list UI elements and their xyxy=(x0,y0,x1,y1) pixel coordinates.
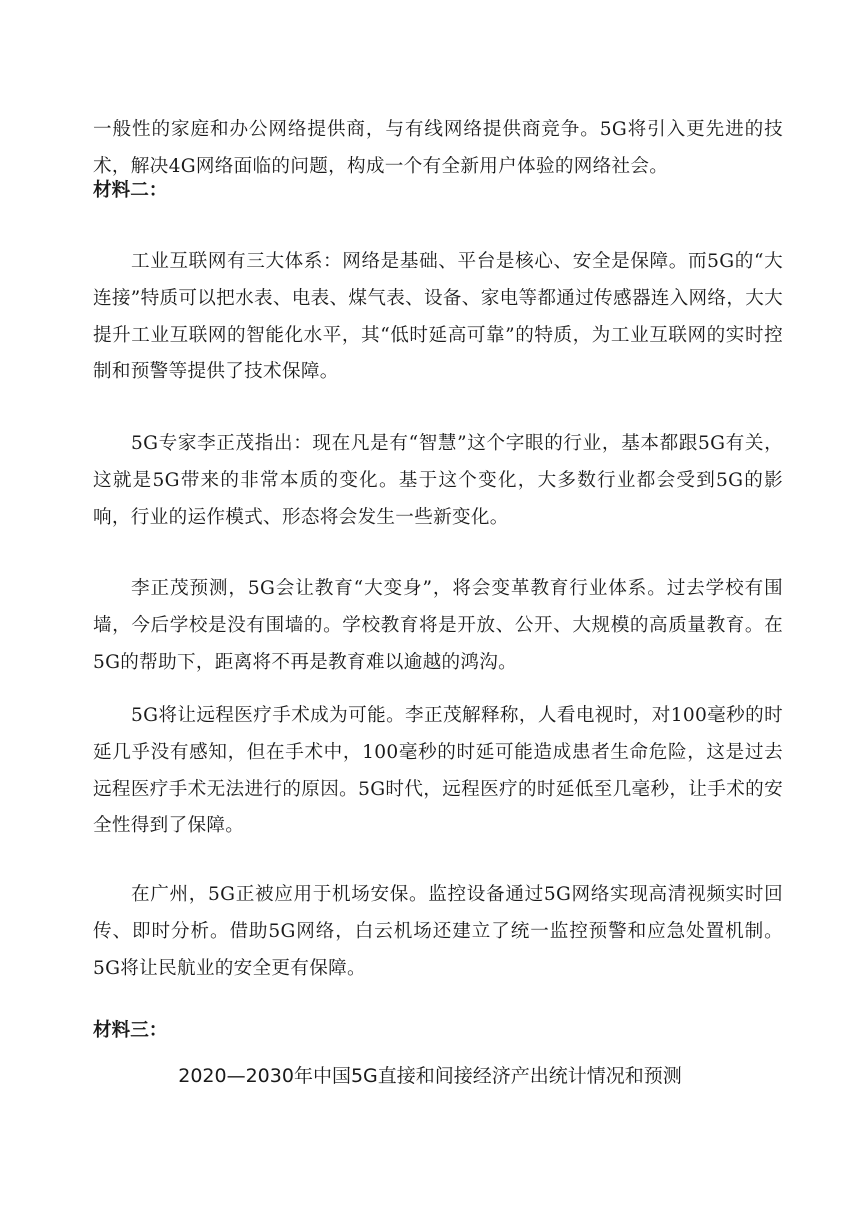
material-3-heading: 材料三： xyxy=(93,1020,168,1041)
telemedicine-paragraph: 5G将让远程医疗手术成为可能。李正茂解释称，人看电视时，对100毫秒的时延几乎没有感知，但在手术中，100毫秒的时延可能造成患者生命危险，这是过去远程医疗手术无法进行的原因。5G时代，远程医疗的时延低至几毫秒，让手术的安全性得到了保障。 xyxy=(93,705,783,837)
chart-caption: 2020—2030年中国5G直接和间接经济产出统计情况和预测 xyxy=(178,1065,682,1087)
airport-security-paragraph: 在广州，5G正被应用于机场安保。监控设备通过5G网络实现高清视频实时回传、即时分析。借助5G网络，白云机场还建立了统一监控预警和应急处置机制。5G将让民航业的安全更有保障。 xyxy=(93,884,783,979)
continuation-paragraph: 一般性的家庭和办公网络提供商，与有线网络提供商竞争。5G将引入更先进的技术，解决4G网络面临的问题，构成一个有全新用户体验的网络社会。 xyxy=(93,119,783,177)
industrial-internet-paragraph: 工业互联网有三大体系：网络是基础、平台是核心、安全是保障。而5G的“大连接”特质可以把水表、电表、煤气表、设备、家电等都通过传感器连入网络，大大提升工业互联网的智能化水平，其“低时延高可靠”的特质，为工业互联网的实时控制和预警等提供了技术保障。 xyxy=(93,251,783,383)
material-2-heading: 材料二： xyxy=(93,180,168,201)
education-paragraph: 李正茂预测，5G会让教育“大变身”，将会变革教育行业体系。过去学校有围墙，今后学校是没有围墙的。学校教育将是开放、公开、大规模的高质量教育。在5G的帮助下，距离将不再是教育难以逾越的鸿沟。 xyxy=(93,578,783,673)
expert-opinion-paragraph: 5G专家李正茂指出：现在凡是有“智慧”这个字眼的行业，基本都跟5G有关，这就是5G带来的非常本质的变化。基于这个变化，大多数行业都会受到5G的影响，行业的运作模式、形态将会发生一些新变化。 xyxy=(93,433,783,528)
